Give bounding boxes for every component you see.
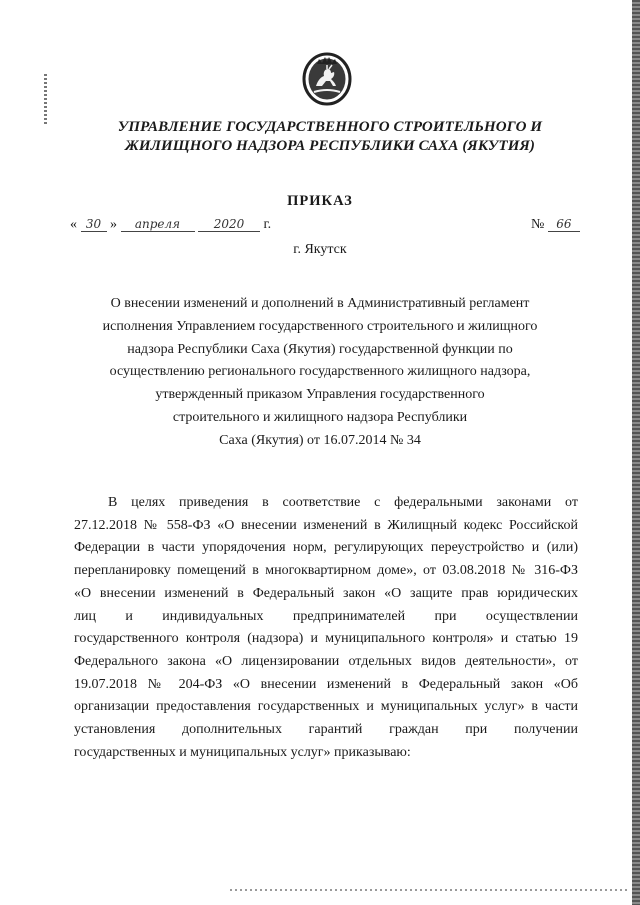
body-line: лиц и индивидуальных предпринимателей при осуществлении [74,608,578,624]
body-line: 19.07.2018 № 204-ФЗ «О внесении изменений в Федеральный закон «Об [74,676,578,692]
date-month: апреля [121,217,195,232]
order-number [531,217,580,233]
date-year-suffix: г. [263,217,272,232]
organization-line-1: УПРАВЛЕНИЕ ГОСУДАРСТВЕННОГО СТРОИТЕЛЬНОГО И [117,119,543,135]
date-open-quote: « [70,217,77,232]
scan-bottom-edge [230,889,630,891]
date-day: 30 [81,217,107,232]
body-line: государственных и муниципальных услуг» приказываю: [74,744,411,760]
body-line: государственного контроля (надзора) и муниципального контроля» и статью 19 [74,631,578,647]
preamble-paragraph [74,492,578,764]
subject-line: надзора Республики Саха (Якутия) государственной функции по [127,341,513,357]
body-line: организации предоставления государственных и муниципальных услуг» в части [74,699,578,715]
city-of-issue: г. Якутск [293,242,347,257]
scan-edge [632,0,640,905]
subject-line: утвержденный приказом Управления государственного [155,387,485,403]
subject-line: осуществлению регионального государственного жилищного надзора, [109,364,531,380]
date-close-quote: » [110,217,117,232]
document-type-title: ПРИКАЗ [287,193,353,209]
body-line: «О внесении изменений в Федеральный закон «О защите прав юридических [74,585,578,601]
number-value: 66 [548,217,580,232]
body-line: перепланировку помещений в многоквартирном доме», от 03.08.2018 № 316-ФЗ [74,563,578,579]
subject-line: О внесении изменений и дополнений в Административный регламент [110,296,530,311]
subject-line: исполнения Управлением государственного строительного и жилищного [102,318,538,334]
body-line: установления дополнительных гарантий граждан при получении [74,722,578,738]
date-year: 2020 [198,217,260,232]
subject-line: строительного и жилищного надзора Республики [172,409,468,425]
organization-header [60,118,600,156]
order-subject [80,293,560,453]
coat-of-arms-emblem-icon [302,50,352,106]
scan-mark [44,74,47,124]
number-label: № [531,217,545,232]
body-line: В целях приведения в соответствие с федеральными законами от [108,495,578,510]
body-line: Федерального закона «О лицензировании отдельных видов деятельности», от [74,653,578,669]
subject-line: Саха (Якутия) от 16.07.2014 № 34 [219,432,421,448]
body-line: 27.12.2018 № 558-ФЗ «О внесении изменений в Жилищный кодекс Российской [74,517,578,533]
body-line: Федерации в части упорядочения норм, регулирующих переустройство и (или) [74,540,578,556]
order-date [70,217,271,233]
organization-line-2: ЖИЛИЩНОГО НАДЗОРА РЕСПУБЛИКИ САХА (ЯКУТИЯ) [124,138,536,154]
